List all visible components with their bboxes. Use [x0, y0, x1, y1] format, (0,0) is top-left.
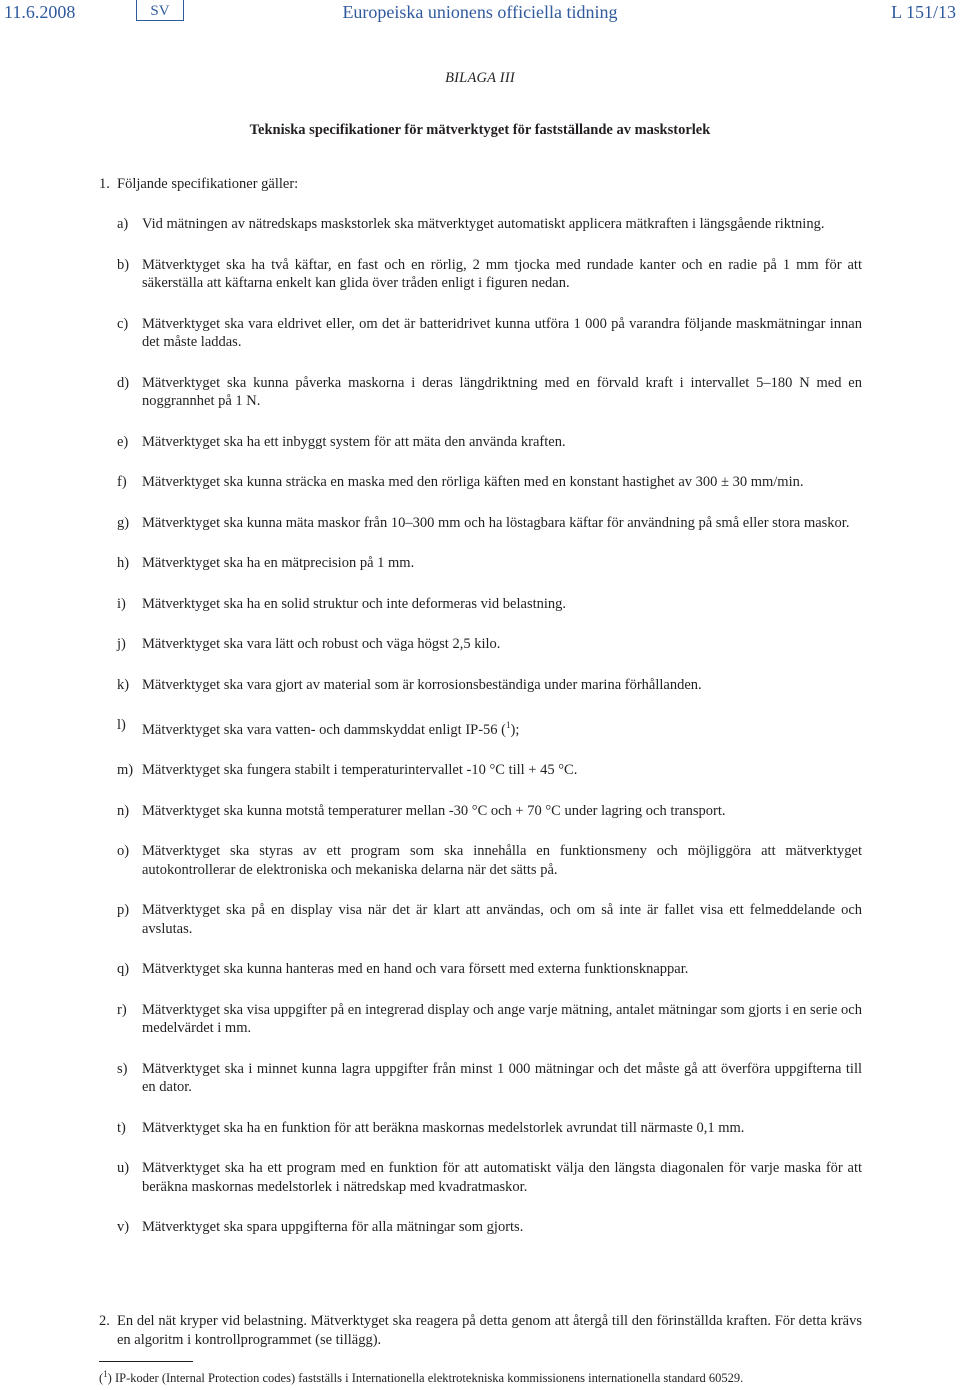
item-label: l) — [117, 717, 126, 733]
list-item — [117, 374, 862, 411]
page-header — [0, 0, 960, 28]
list-item — [117, 1218, 862, 1237]
list-item — [117, 635, 862, 654]
item-text: Vid mätningen av nätredskaps maskstorlek ska mätverktyget automatiskt applicera mätkraften i längsgående riktning. — [142, 216, 825, 232]
item-text: Mätverktyget ska visa uppgifter på en integrerad display och ange varje mätning, antalet mätningar som gjorts i en serie och medelvärdet i mm. — [142, 1001, 862, 1037]
item-text: Mätverktyget ska i minnet kunna lagra uppgifter från minst 1 000 mätningar och det måste gå att överföra uppgifterna till en dator. — [142, 1060, 862, 1096]
item-text: Mätverktyget ska vara lätt och robust och väga högst 2,5 kilo. — [142, 636, 501, 652]
list-item — [117, 901, 862, 938]
item-label: q) — [117, 961, 130, 978]
list-item — [117, 514, 862, 533]
item-label: e) — [117, 433, 129, 450]
item-text: Mätverktyget ska vara gjort av material som är korrosionsbeständiga under marina förhållanden. — [142, 676, 702, 693]
item-text: Mätverktyget ska vara eldrivet eller, om det är batteridrivet kunna utföra 1 000 på varandra följande maskmätningar innan det måste laddas. — [142, 315, 862, 350]
item-label: t) — [117, 1119, 126, 1136]
language-badge: SV — [136, 0, 184, 21]
list-item — [117, 1119, 862, 1138]
list-item — [117, 842, 862, 879]
document-title: Tekniska specifikationer för mätverktyget för fastställande av maskstorlek — [249, 122, 711, 138]
item-text: Mätverktyget ska fungera stabilt i temperaturintervallet -10 °C till + 45 °C. — [142, 762, 578, 779]
annex-heading: BILAGA III — [445, 70, 515, 86]
list-item — [117, 433, 862, 452]
list-item — [117, 676, 862, 695]
item-label: g) — [117, 514, 130, 531]
section-number: 1. — [99, 176, 110, 192]
footnote-text: IP-koder (Internal Protection codes) fastställs i Internationella elektrotekniska kommissionens internationella standard 60529. — [111, 1371, 744, 1386]
item-label: c) — [117, 315, 129, 332]
specification-list — [117, 215, 862, 1259]
section-text: En del nät kryper vid belastning. Mätverktyget ska reagera på detta genom att återgå till den förinställda kraften. För detta krävs en algoritm i kontrollprogrammet (se tillägg). — [117, 1313, 862, 1348]
page-reference: L 151/13 — [891, 2, 956, 22]
section-number: 2. — [99, 1313, 110, 1329]
item-label: i) — [117, 595, 126, 612]
item-label: u) — [117, 1160, 130, 1177]
publication-date: 11.6.2008 — [4, 2, 76, 22]
item-text: Mätverktyget ska på en display visa när det är klart att användas, och om så inte är fallet visa ett felmeddelande och avslutas. — [142, 902, 862, 937]
item-text: Mätverktyget ska kunna hanteras med en hand och vara försett med externa funktionsknappar. — [142, 961, 689, 978]
item-label: d) — [117, 374, 130, 391]
item-text-after: ); — [510, 721, 520, 738]
item-label: b) — [117, 256, 130, 273]
list-item — [117, 716, 862, 739]
item-label: n) — [117, 802, 130, 819]
list-item — [117, 554, 862, 573]
item-label: v) — [117, 1219, 130, 1236]
list-item — [117, 256, 862, 293]
list-item — [117, 960, 862, 979]
list-item — [117, 473, 862, 492]
list-item — [117, 1001, 862, 1038]
section-1 — [99, 176, 859, 193]
item-label: a) — [117, 216, 129, 232]
item-text: Mätverktyget ska vara vatten- och dammskyddat enligt IP-56 ( — [142, 721, 507, 738]
item-text: Mätverktyget ska kunna sträcka en maska med den rörliga käften med en konstant hastighet av 300 ± 30 mm/min. — [142, 474, 804, 490]
footnote — [99, 1369, 861, 1386]
item-label: f) — [117, 474, 127, 490]
item-text: Mätverktyget ska ha en solid struktur och inte deformeras vid belastning. — [142, 595, 567, 612]
footnote-paren-open: ( — [99, 1371, 104, 1386]
item-text: Mätverktyget ska styras av ett program som ska innehålla en funktionsmeny och möjliggöra att mätverktyget autokontrollerar de elektroniska och mekaniska delarna när det sätts på. — [142, 843, 862, 878]
item-label: o) — [117, 843, 130, 860]
item-text: Mätverktyget ska ha ett inbyggt system för att mäta den använda kraften. — [142, 433, 566, 450]
item-text: Mätverktyget ska ha ett program med en funktion för att automatiskt välja den längsta diagonalen för varje maska för att beräkna maskornas medelstorlek i nätredskap med kvadratmaskor. — [142, 1160, 862, 1195]
list-item — [117, 215, 862, 234]
item-label: m) — [117, 762, 134, 779]
footnote-reference: 1 — [506, 720, 511, 730]
item-text: Mätverktyget ska kunna påverka maskorna i deras längdriktning med en förvald kraft i intervallet 5–180 N med en noggrannhet på 1 N. — [142, 374, 862, 409]
item-label: h) — [117, 555, 130, 571]
item-label: j) — [117, 636, 126, 652]
list-item — [117, 595, 862, 614]
item-label: r) — [117, 1001, 127, 1018]
item-label: p) — [117, 902, 130, 919]
footnote-paren-close: ) — [107, 1371, 112, 1386]
section-2 — [99, 1312, 862, 1349]
item-text: Mätverktyget ska spara uppgifterna för alla mätningar som gjorts. — [142, 1219, 524, 1236]
item-text: Mätverktyget ska kunna mäta maskor från 10–300 mm och ha löstagbara käftar för användning på små eller stora maskor. — [142, 514, 850, 531]
item-text: Mätverktyget ska ha en mätprecision på 1 mm. — [142, 555, 415, 571]
section-text: Följande specifikationer gäller: — [117, 176, 299, 192]
item-text: Mätverktyget ska ha en funktion för att beräkna maskornas medelstorlek avrundat till närmaste 0,1 mm. — [142, 1119, 745, 1136]
list-item — [117, 315, 862, 352]
list-item — [117, 1159, 862, 1196]
item-label: s) — [117, 1060, 128, 1077]
item-text: Mätverktyget ska ha två käftar, en fast och en rörlig, 2 mm tjocka med rundade kanter och en radie på 1 mm för att säkerställa att käftarna enkelt kan glida över tråden enligt i figuren nedan. — [142, 256, 862, 291]
list-item — [117, 761, 862, 780]
footnote-divider — [99, 1361, 193, 1362]
list-item — [117, 802, 862, 821]
item-label: k) — [117, 676, 130, 693]
item-text: Mätverktyget ska kunna motstå temperaturer mellan -30 °C och + 70 °C under lagring och transport. — [142, 802, 726, 819]
footnote-marker: 1 — [103, 1369, 108, 1379]
journal-title: Europeiska unionens officiella tidning — [342, 2, 618, 22]
list-item — [117, 1060, 862, 1097]
